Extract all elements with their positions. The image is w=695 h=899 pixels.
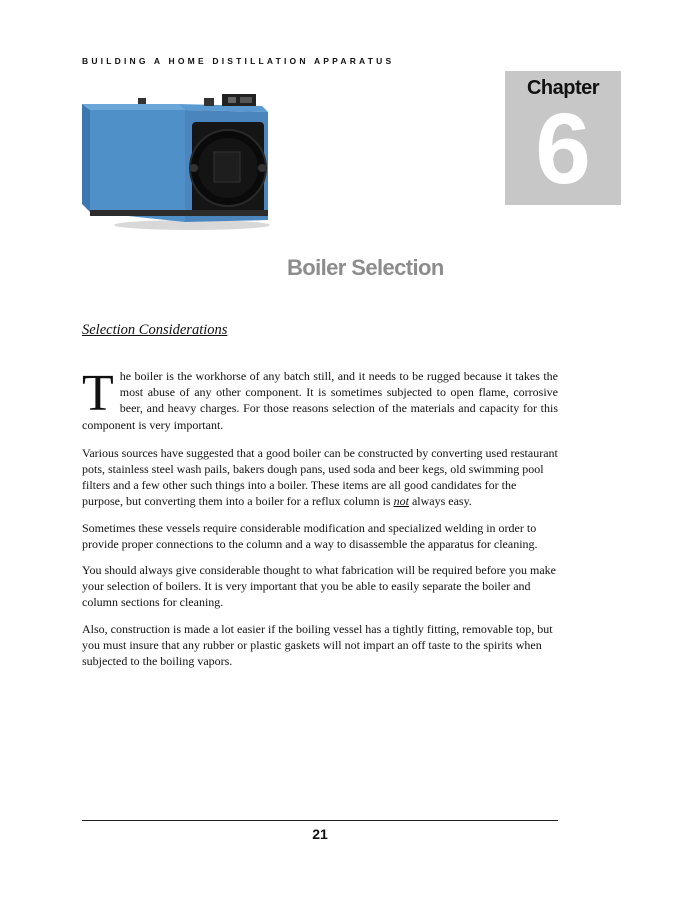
paragraph: Various sources have suggested that a good boiler can be constructed by converting used restaurant pots, stainless steel wash pails, bakers dough pans, used soda and beer kegs, old swimming pool filters and a few other such things into a boiler. These items are all good candidates for the purpose, but converting them into a boiler for a reflux column is not always easy. <box>82 445 558 509</box>
boiler-illustration <box>82 92 272 232</box>
paragraph: Also, construction is made a lot easier if the boiling vessel has a tightly fitting, removable top, but you must insure that any rubber or plastic gaskets will not impart an off taste to the spirits when subjected to the boiling vapors. <box>82 621 553 669</box>
chapter-badge <box>505 71 621 205</box>
chapter-title: Boiler Selection <box>287 255 444 280</box>
paragraph: Sometimes these vessels require considerable modification and specialized welding in order to provide proper connections to the column and a way to disassemble the apparatus for cleaning. <box>82 520 538 551</box>
body-text <box>82 365 558 679</box>
running-header: BUILDING A HOME DISTILLATION APPARATUS <box>82 56 395 66</box>
section-heading: Selection Considerations <box>82 322 228 338</box>
paragraph: You should always give considerable thought to what fabrication will be required before you make your selection of boilers. It is very important that you be able to easily separate the boiler and column sections for cleaning. <box>82 563 556 610</box>
footer-rule <box>82 820 558 821</box>
chapter-number: 6 <box>535 93 591 205</box>
emphasis-not: not <box>393 494 409 509</box>
drop-cap: T <box>82 365 114 422</box>
chapter-label: Chapter <box>526 77 600 99</box>
page-number: 21 <box>312 826 328 842</box>
lead-paragraph <box>82 365 558 433</box>
lead-paragraph-text: he boiler is the workhorse of any batch still, and it needs to be rugged because it takes the most abuse of any other component. It is sometimes subjected to open flame, corrosive beer, and heavy charges. For those reasons selection of the materials and capacity for this component is very important. <box>82 369 558 432</box>
